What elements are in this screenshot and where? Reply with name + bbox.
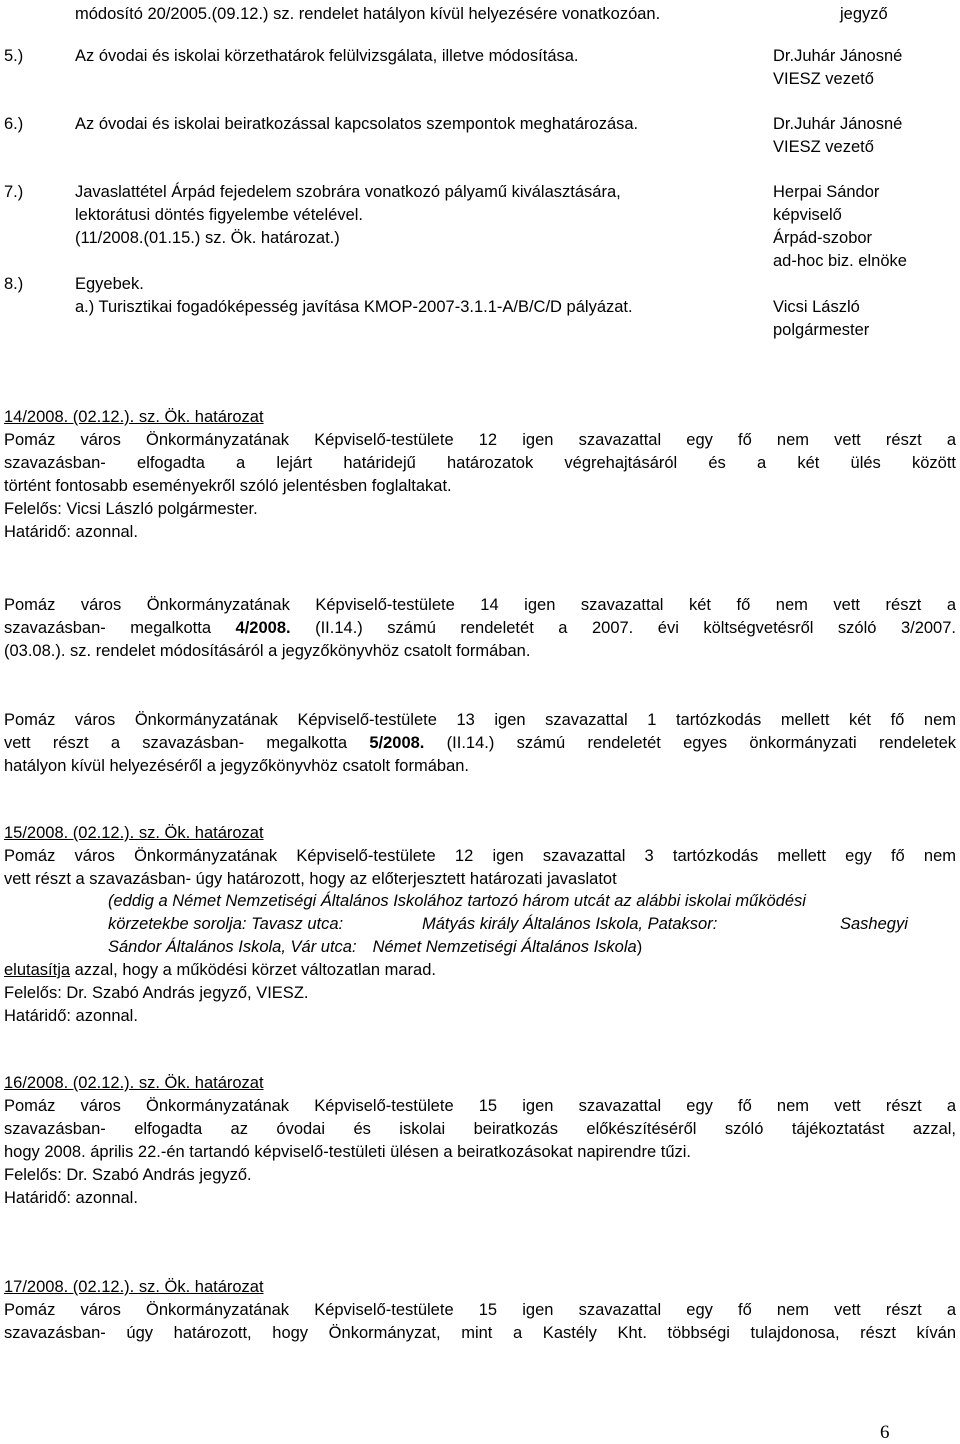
resolution-17-line2: szavazásban- úgy határozott, hogy Önkormányzat, mint a Kastély Kht. többségi tulajdonosa, részt kíván [4,1324,956,1342]
resolution-15-line3: elutasítja azzal, hogy a működési körzet változatlan marad. [4,961,436,979]
agenda-item7-presenter-role1: képviselő [773,206,842,224]
resolution-14-responsible: Felelős: Vicsi László polgármester. [4,500,258,518]
agenda-item7-text-line1: Javaslattétel Árpád fejedelem szobrára vonatkozó pályamű kiválasztására, [75,183,621,201]
regulation-4-line3: (03.08.). sz. rendelet módosításáról a jegyzőkönyvhöz csatolt formában. [4,642,531,660]
resolution-15-line1: Pomáz város Önkormányzatának Képviselő-testülete 12 igen szavazattal 3 tartózkodás mellett egy fő nem [4,847,956,865]
resolution-15-quote-line1: (eddig a Német Nemzetiségi Általános Iskolához tartozó három utcát az alábbi iskolai működési [108,892,806,910]
agenda-item5-text: Az óvodai és iskolai körzethatárok felülvizsgálata, illetve módosítása. [75,47,579,65]
agenda-item6-text: Az óvodai és iskolai beiratkozással kapcsolatos szempontok meghatározása. [75,115,639,133]
regulation-4-line1: Pomáz város Önkormányzatának Képviselő-testülete 14 igen szavazattal két fő nem vett részt a [4,596,956,614]
agenda-item6-presenter-role: VIESZ vezető [773,138,874,156]
regulation-5-number: 5/2008. [369,734,425,752]
resolution-15-rejected: elutasítja [4,961,71,979]
agenda-item7-text-line3: (11/2008.(01.15.) sz. Ök. határozat.) [75,229,340,247]
agenda-item6-presenter: Dr.Juhár Jánosné [773,115,903,133]
agenda-item8-number: 8.) [4,275,24,293]
agenda-item5-presenter: Dr.Juhár Jánosné [773,47,903,65]
resolution-16-title: 16/2008. (02.12.). sz. Ök. határozat [4,1074,264,1092]
resolution-16-responsible: Felelős: Dr. Szabó András jegyző. [4,1166,252,1184]
resolution-15-quote-line3: Sándor Általános Iskola, Vár utca: Német Nemzetiségi Általános Iskola) [108,938,643,956]
resolution-16-line3: hogy 2008. április 22.-én tartandó képviselő-testületi ülésen a beiratkozásokat napirendre tűzi. [4,1143,691,1161]
resolution-16-line1: Pomáz város Önkormányzatának Képviselő-testülete 15 igen szavazattal egy fő nem vett részt a [4,1097,956,1115]
agenda-item7-number: 7.) [4,183,24,201]
resolution-15-quote-line2a: körzetekbe sorolja: Tavasz utca: [108,915,344,933]
agenda-line0-text: módosító 20/2005.(09.12.) sz. rendelet hatályon kívül helyezésére vonatkozóan. [75,5,661,23]
resolution-14-line2: szavazásban- elfogadta a lejárt határidejű határozatok végrehajtásáról és a két ülés között [4,454,956,472]
regulation-5-line3: hatályon kívül helyezéséről a jegyzőkönyvhöz csatolt formában. [4,757,470,775]
resolution-15-title: 15/2008. (02.12.). sz. Ök. határozat [4,824,264,842]
resolution-15-responsible: Felelős: Dr. Szabó András jegyző, VIESZ. [4,984,309,1002]
agenda-item7-presenter: Herpai Sándor [773,183,880,201]
agenda-item8a-presenter-role: polgármester [773,321,870,339]
resolution-15-line2: vett részt a szavazásban- úgy határozott, hogy az előterjesztett határozati javaslatot [4,870,617,888]
agenda-item7-presenter-role2: Árpád-szobor [773,229,873,247]
agenda-item6-number: 6.) [4,115,24,133]
resolution-17-title: 17/2008. (02.12.). sz. Ök. határozat [4,1278,264,1296]
resolution-17-line1: Pomáz város Önkormányzatának Képviselő-testülete 15 igen szavazattal egy fő nem vett részt a [4,1301,956,1319]
resolution-15-quote-line2c: Sashegyi [840,915,908,933]
agenda-item5-presenter-role: VIESZ vezető [773,70,874,88]
agenda-item8a-text: a.) Turisztikai fogadóképesség javítása KMOP-2007-3.1.1-A/B/C/D pályázat. [75,298,633,316]
resolution-15-quote-line2b: Mátyás király Általános Iskola, Pataksor: [422,915,718,933]
agenda-item5-number: 5.) [4,47,24,65]
regulation-4-number: 4/2008. [235,619,291,637]
agenda-item7-presenter-role3: ad-hoc biz. elnöke [773,252,907,270]
agenda-line0-presenter: jegyző [840,5,888,23]
agenda-item8a-presenter: Vicsi László [773,298,860,316]
agenda-item7-text-line2: lektorátusi döntés figyelembe vételével. [75,206,363,224]
resolution-16-deadline: Határidő: azonnal. [4,1189,138,1207]
resolution-16-line2: szavazásban- elfogadta az óvodai és iskolai beiratkozás előkészítéséről szóló tájékoztatást azzal, [4,1120,956,1138]
regulation-5-line1: Pomáz város Önkormányzatának Képviselő-testülete 13 igen szavazattal 1 tartózkodás mellett két fő nem [4,711,956,729]
resolution-14-title: 14/2008. (02.12.). sz. Ök. határozat [4,408,264,426]
resolution-14-line1: Pomáz város Önkormányzatának Képviselő-testülete 12 igen szavazattal egy fő nem vett részt a [4,431,956,449]
regulation-5-line2: vett részt a szavazásban- megalkotta 5/2008. (II.14.) számú rendeletét egyes önkormányzati rendeletek [4,734,956,752]
agenda-item8-text: Egyebek. [75,275,144,293]
resolution-14-line3: történt fontosabb eseményekről szóló jelentésben foglaltakat. [4,477,452,495]
regulation-4-line2: szavazásban- megalkotta 4/2008. (II.14.) számú rendeletét a 2007. évi költségvetésről szóló 3/2007. [4,619,956,637]
resolution-14-deadline: Határidő: azonnal. [4,523,138,541]
resolution-15-deadline: Határidő: azonnal. [4,1007,138,1025]
page-number: 6 [880,1422,890,1443]
